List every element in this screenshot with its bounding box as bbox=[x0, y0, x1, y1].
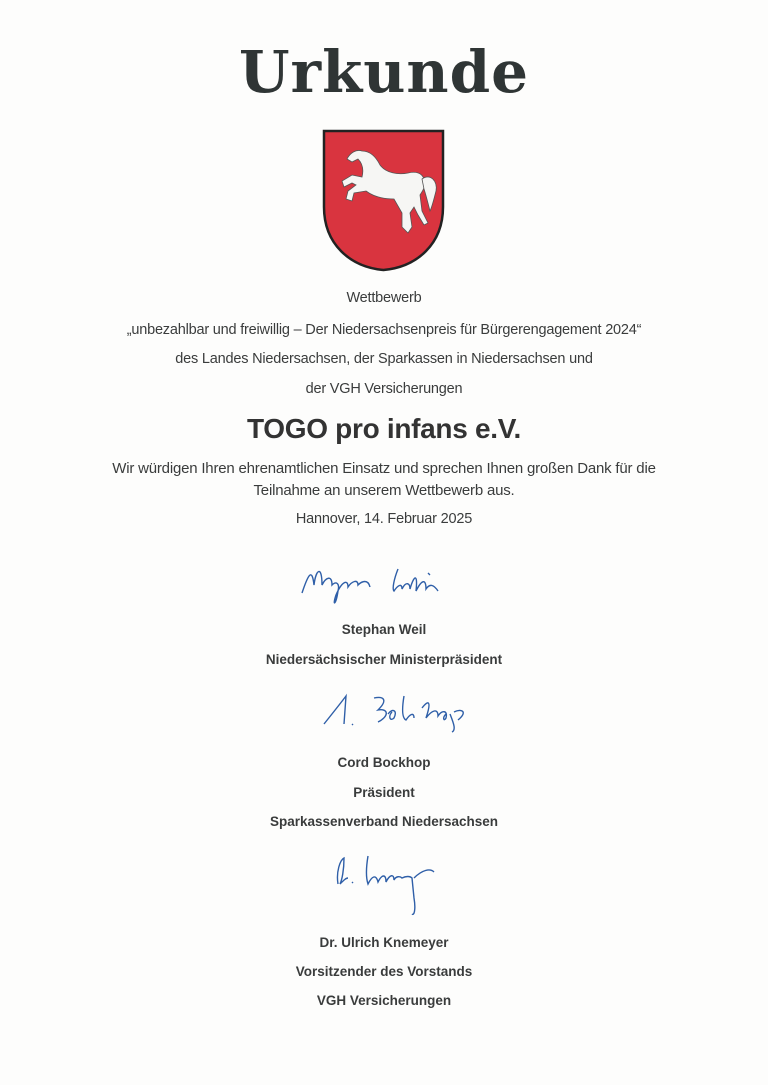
certificate-title: Urkunde bbox=[238, 38, 530, 106]
place-date: Hannover, 14. Februar 2025 bbox=[295, 511, 473, 527]
message-line-2: Teilnahme an unserem Wettbewerb aus. bbox=[253, 482, 515, 499]
recipient-name: TOGO pro infans e.V. bbox=[246, 413, 522, 444]
organizers-line-2: der VGH Versicherungen bbox=[305, 381, 463, 397]
signatory-3-name: Dr. Ulrich Knemeyer bbox=[319, 935, 449, 950]
signatory-2-name: Cord Bockhop bbox=[337, 755, 431, 770]
signature-ulrich-knemeyer bbox=[330, 848, 450, 920]
lower-saxony-coat-of-arms bbox=[322, 129, 445, 272]
signatory-3-title: Vorsitzender des Vorstands bbox=[295, 964, 473, 979]
signatory-2-organization: Sparkassenverband Niedersachsen bbox=[269, 814, 499, 829]
signatory-2-title: Präsident bbox=[353, 785, 415, 800]
organizers-line-1: des Landes Niedersachsen, der Sparkassen in Niedersachsen und bbox=[175, 351, 593, 367]
signature-stephan-weil bbox=[298, 555, 468, 610]
signatory-1-title: Niedersächsischer Ministerpräsident bbox=[265, 652, 503, 667]
competition-label: Wettbewerb bbox=[346, 290, 422, 306]
signatory-1-name: Stephan Weil bbox=[341, 622, 427, 637]
signature-cord-bockhop bbox=[318, 690, 488, 735]
message-line-1: Wir würdigen Ihren ehrenamtlichen Einsatz und sprechen Ihnen großen Dank für die bbox=[112, 460, 656, 477]
signatory-3-organization: VGH Versicherungen bbox=[316, 993, 452, 1008]
competition-name: „unbezahlbar und freiwillig – Der Niedersachsenpreis für Bürgerengagement 2024“ bbox=[126, 322, 642, 338]
